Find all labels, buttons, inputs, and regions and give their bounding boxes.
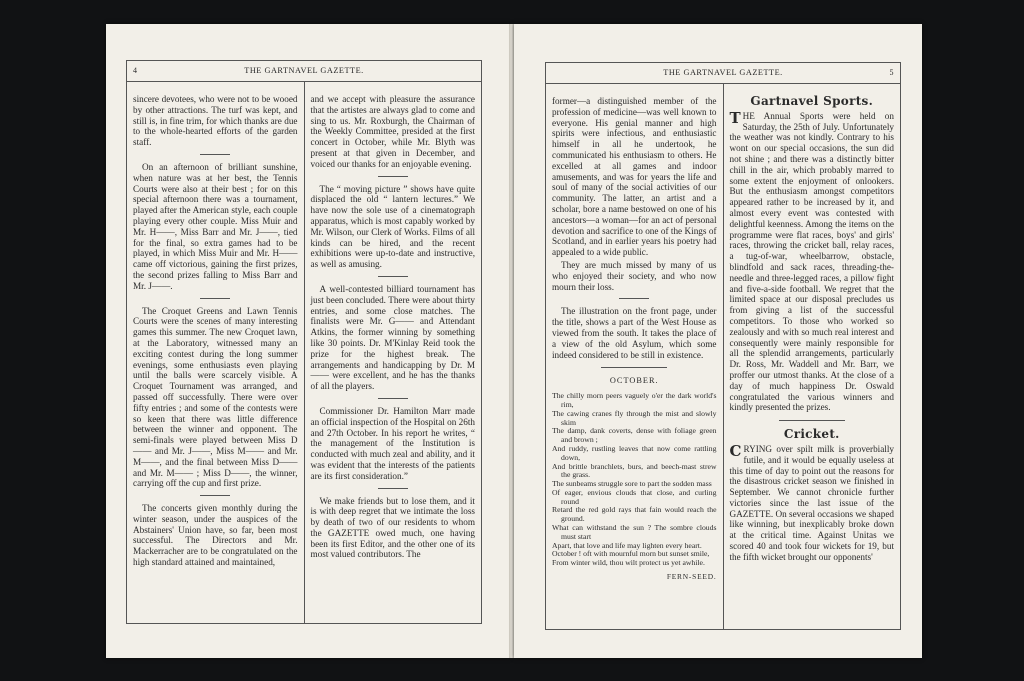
paragraph-moving-picture: The “ moving picture ” shows have quite displaced the old “ lantern lectures.” We have now the sole use of a cinematograph apparatus, which is most capably worked by Mr. Wilson, our Clerk of Works. Films of all kinds can be hired, and the recent exhibitions were up-to-date and instructive, as well as amusing. [310, 183, 475, 270]
poem-line: Apart, that love and life may lighten every heart. [552, 540, 702, 550]
right-column-1 [546, 84, 723, 629]
sports-paragraph [729, 108, 895, 413]
left-page [106, 24, 510, 658]
poem-line: Retard the red gold rays that fain would reach the ground. [552, 505, 717, 524]
poem-line: What can withstand the sun ? The sombre clouds must start [552, 523, 717, 541]
poem-line: The sunbeams struggle sore to part the sodden mass [552, 479, 712, 489]
poem-line: The damp, dank coverts, dense with foliage green and brown ; [552, 426, 717, 445]
section-rule [378, 176, 408, 177]
cricket-paragraph [729, 441, 895, 563]
poem-line: The chilly morn peers vaguely o'er the dark world's rim, [552, 391, 717, 409]
section-rule [779, 420, 845, 421]
left-column-1 [127, 82, 304, 623]
paragraph-concerts: The concerts given monthly during the winter season, under the auspices of the Abstainers' Union have, so far, been most successful. The Directors and Mr. Mackerracher are to be congratulated on the high standard attained and maintained, [133, 503, 298, 568]
paragraph-billiards: A well-contested billiard tournament has just been concluded. There were about thirty entries, and some close matches. The finalists were Mr. G—— and Attendant Atkins, the former winning by something like 30 points. Dr. M'Kinlay Reid took the prize for the highest break. The arrangements and handicapping by Dr. M—— were excellent, and he has the thanks of all the players. [310, 283, 475, 392]
right-header-title: THE GARTNAVEL GAZETTE. [663, 68, 783, 77]
left-running-header [127, 61, 481, 82]
poem-title: OCTOBER. [609, 376, 659, 386]
section-rule [378, 488, 408, 489]
paragraph-friends: We make friends but to lose them, and it is with deep regret that we intimate the loss by death of two of our residents to whom the GAZETTE owed much, one having been its first Editor, and the other one of its most valued contributors. The [310, 495, 475, 560]
paragraph-turf: sincere devotees, who were not to be wooed by other attractions. The turf was kept, and still is, in fine trim, for which thanks are due to the whole-hearted efforts of the garden staff. [133, 94, 298, 148]
paragraph-commissioner: Commissioner Dr. Hamilton Marr made an official inspection of the Hospital on 26th and 27th October. In his report he writes, “ the management of the Institution is conducted with much zeal and ability, and it was evident that the interests of the patients are its first consideration.” [310, 405, 475, 481]
sports-dropcap: T [729, 108, 741, 127]
cricket-dropcap: C [729, 441, 742, 460]
left-page-number: 4 [133, 66, 138, 75]
poem-line: From winter wild, thou wilt protect us yet awhile. [552, 558, 705, 568]
poem-line: And ruddy, rustling leaves that now come rattling down, [552, 443, 717, 462]
poem-line: October ! oft with mournful morn but sunset smile, [552, 549, 710, 559]
paragraph-illustration: The illustration on the front page, under the title, shows a part of the West House as viewed from the south. It takes the place of a view of the old Asylum, which some indeed considered to be still in existence. [552, 306, 717, 360]
sports-title: Gartnavel Sports. [750, 94, 874, 108]
poem-signature: FERN-SEED. [666, 572, 717, 582]
section-rule [378, 276, 408, 277]
section-rule [200, 298, 230, 299]
left-column-2 [304, 82, 482, 623]
paragraph-croquet: The Croquet Greens and Lawn Tennis Courts were the scenes of many interesting games this summer. The new Croquet lawn, at the Laboratory, witnessed many an exciting contest during the long summer evenings, some enthusiasts even playing until the balls were scarcely visible. A Croquet Tournament was arranged, and passed off successfully. There were over fifty entries ; and some of the contests were so keen that there was little difference between the winner and opponent. The semi-finals were played between Miss D—— and Mr. J——, Miss M—— and Mr. M——, and the final between Miss D—— and Mr. M—— ; Miss D——, the winner, carrying off the cup and first prize. [133, 305, 298, 489]
right-page [514, 24, 922, 658]
sports-text: HE Annual Sports were held on Saturday, the 25th of July. Unfortunately the weather was not kindly. Contrary to his wont on our special occasions, the sun did not shine ; and there was a distinctly bitter chill in the air, which probably marred to some extent the enjoyment of onlookers. But the enthusiasm amongst competitors appeared rather to be increased by it, and almost every event was contested with delightful keenness. Among the items on the programme were flat races, boys' and girls' races, throwing the cricket ball, relay races, a tug-of-war, wheelbarrow, obstacle, blindfold and sack races, threading-the-needle and three-legged races, a pillow fight and five-a-side football. We regret that the limited space at our disposal precludes us from giving a list of the successful competitors. To those who worked so zealously and with so much real interest and consequently were mainly responsible for all the splendid arrangements, particularly Dr. Ross, Mr. Waddell and Mr. Barr, we proffer our utmost thanks. At the close of a day of much happiness Dr. Oswald congratulated the various winners and kindly presented the prizes. [729, 110, 894, 413]
right-column-2 [723, 84, 901, 629]
cricket-text: RYING over spilt milk is proverbially futile, and it would be equally useless at this time of day to point out the reasons for the disastrous cricket season we finished in September. We cannot chronicle further victories since the last issue of the GAZETTE. On several occasions we shaped like winning, but inexplicably broke down at the critical time. Against Unitas we scored 40 and took four wickets for 19, but the fifth wicket brought our opponents' [729, 443, 894, 562]
poem-body [552, 392, 717, 568]
poem-line: And brittle branchlets, burs, and beech-mast strew the grass. [552, 461, 717, 480]
section-rule [200, 154, 230, 155]
left-header-title: THE GARTNAVEL GAZETTE. [244, 66, 364, 75]
paragraph-tennis: On an afternoon of brilliant sunshine, when nature was at her best, the Tennis Courts were also at their best ; for on this special afternoon there was a tournament, played after the American style, each couple playing every other couple. Miss Muir and Mr. H——, Miss Barr and Mr. J——, tied for the final, so extra games had to be played, in which Miss Muir and Mr. H—— came off victorious, gaining the first prizes, the second prizes falling to Miss Barr and Mr. J——. [133, 161, 298, 291]
section-rule [619, 298, 649, 299]
poem-line: Of eager, envious clouds that close, and curling round [552, 487, 717, 506]
cricket-title: Cricket. [783, 427, 840, 442]
paragraph-former: former—a distinguished member of the profession of medicine—was well known to everyone. His genial manner and high spirits were infectious, and enthusiastic himself in all he undertook, he communicated his enthusiasm to others. He excelled at all games and indoor amusements, and was for years the life and soul of many of the social activities of our community. The latter, an artist and a scholar, bore a name bestowed on one of his ancestors—a woman—for an act of personal devotion and sacrifice to one of the Kings of Scotland, and in earlier years his poetry had appealed to a wide public. [552, 96, 717, 258]
section-rule [200, 495, 230, 496]
section-rule [378, 398, 408, 399]
poem-line: The cawing cranes fly through the mist and slowly skim [552, 408, 717, 427]
right-running-header [546, 63, 900, 84]
poem-rule [601, 367, 667, 368]
paragraph-artistes: and we accept with pleasure the assurance that the artistes are always glad to come and sing to us. Mr. Roxburgh, the Chairman of the Weekly Committee, presided at the first concert in October, while Mr. Blyth was present at that given in December, and voiced our thanks for an enjoyable evening. [310, 94, 475, 169]
paragraph-missed: They are much missed by many of us who enjoyed their society, and who now mourn their loss. [552, 259, 717, 292]
right-page-frame [545, 62, 901, 630]
right-page-number: 5 [889, 68, 894, 77]
left-page-frame [126, 60, 482, 624]
